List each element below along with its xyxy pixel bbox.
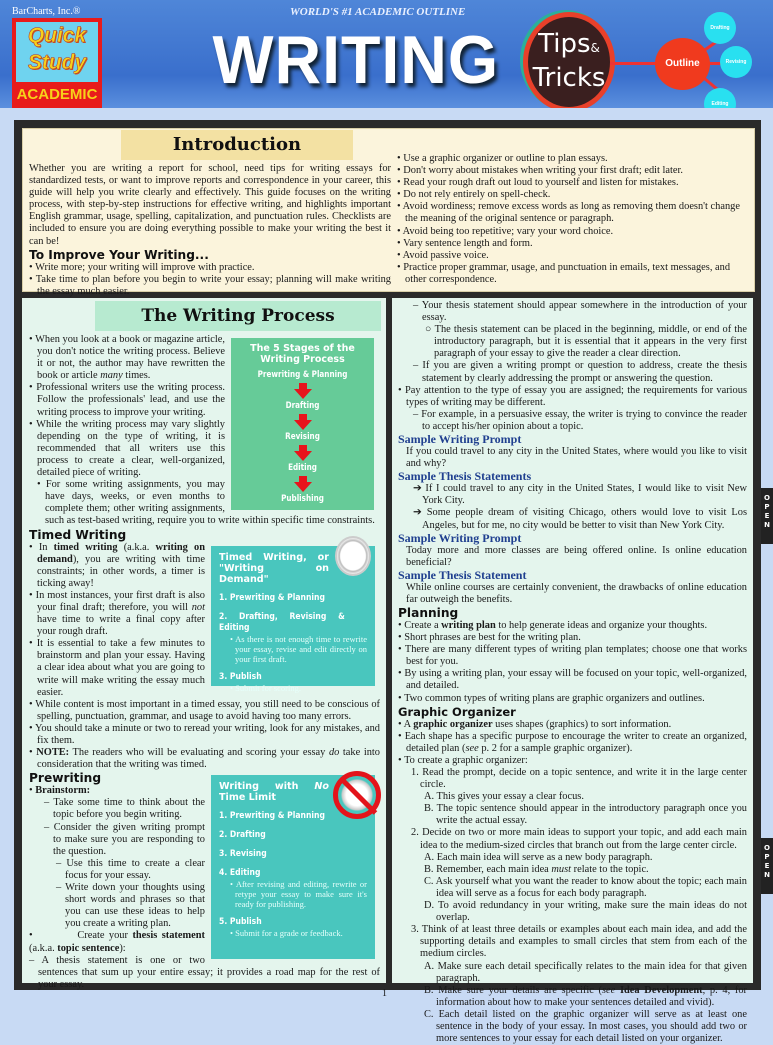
introduction-section [22,128,755,297]
list-item: – A thesis statement is one or two sentences that sum up your entire essay; it provides a road map for the rest of your essay. [29,954,380,990]
list-item: • To create a graphic organizer: [398,755,747,767]
planning-heading: Planning [398,605,459,620]
five-stages-box [231,338,374,510]
stages-title: The 5 Stages of the Writing Process [250,343,355,365]
list-item: • While the writing process may vary slightly depending on the type of writing, it is recommended that all writers use this process to create a clear, well-organized, detailed piece of writing. [29,419,380,479]
badge-tips: Tips [538,29,591,59]
box-title: Timed Writing, or "Writing on Demand" [219,551,329,585]
list-item: ➔ If I could travel to any city in the United States, I would like to visit New York City. [413,483,747,507]
box-step: 1. Prewriting & Planning [219,811,325,822]
publisher-name: BarCharts, Inc.® [12,6,81,17]
stage-label: Drafting [285,401,320,411]
sample-heading: Sample Writing Prompt [398,432,522,447]
prewriting-heading: Prewriting [29,771,102,786]
down-arrow-icon [294,420,312,430]
badge-tricks: Tricks [532,63,606,93]
list-item: – Use this time to create a clear focus for your essay. [56,857,206,881]
list-item: C. Each detail listed on the graphic organizer will serve as at least one sentence in the body of your essay. In most cases, you should add two or more sentences to your essay for each detail listed on your organizer. [424,1008,747,1045]
list-item: • NOTE: The readers who will be evaluating and scoring your essay do take into consideration that the writing was timed. [29,747,380,771]
list-item: • It is essential to take a few minutes to brainstorm and plan your essay. Having a clear idea about what you are going to write will make writing the essay much easier. [29,638,380,698]
list-item: B. The topic sentence should appear in the introductory paragraph once you write the actual essay. [424,803,747,827]
page-title: WRITING [212,22,500,98]
open-tab[interactable]: O P E N [761,488,773,544]
list-item: – Write down your thoughts using short words and phrases so that you can use these ideas to help you create a writing plan. [56,882,206,930]
list-item: • Use a graphic organizer or outline to plan essays. [397,153,749,165]
list-item: • In timed writing (a.k.a. writing on demand), you are writing with time constraints; in other words, a timer is ticking away! [29,542,380,590]
box-note: • Submit for scoring. [230,682,301,693]
outline-node: Drafting [704,12,736,44]
writing-process-heading: The Writing Process [95,301,381,331]
list-item: • Each shape has a specific purpose to encourage the writer to create an organized, detailed plan (see p. 2 for a sample graphic organizer). [398,731,747,755]
tagline: WORLD'S #1 ACADEMIC OUTLINE [290,6,466,18]
introduction-heading: Introduction [121,130,353,160]
header-banner [0,0,773,108]
list-item: 1. Read the prompt, decide on a topic sentence, and write it in the large center circle. [411,767,747,791]
list-item: • Take time to plan before you begin to write your essay; planning will make writing the essay much easier. [29,274,391,298]
list-item: • A graphic organizer uses shapes (graphics) to sort information. [398,719,747,731]
list-item: • There are many different types of writing plan templates; choose one that works best for you. [398,644,747,668]
stage-label: Revising [285,432,320,442]
list-item: C. Ask yourself what you want the reader to know about the topic; each main idea will serve as a focus for each body paragraph. [424,875,747,899]
list-item: • Do not rely entirely on spell-check. [397,189,749,201]
outline-node: Editing [704,88,736,108]
tips-tricks-badge [523,12,615,108]
box-step: 4. Editing [219,868,261,879]
list-item: – For example, in a persuasive essay, the writer is trying to convince the reader to accept his/her opinion about a topic. [413,408,747,432]
box-note: • Submit for a grade or feedback. [230,928,343,939]
list-item: • You should take a minute or two to reread your writing, look for any mistakes, and fix them. [29,723,380,747]
alarm-clock-icon [335,536,371,576]
list-item: • Pay attention to the type of essay you are assigned; the requirements for various types of writing may be different. [398,385,747,409]
no-time-limit-box [211,775,375,959]
list-item: • Professional writers use the writing process. Follow the professionals' lead, and use the writing process to improve your writing. [29,382,380,418]
badge-amp: & [590,41,600,55]
list-item: 2. Decide on two or more main ideas to support your topic, and add each main idea to the medium-sized circles that branch out from the large center circle. [411,827,747,851]
box-step: 3. Publish [219,671,262,682]
list-item: B. Remember, each main idea must relate to the topic. [424,863,649,875]
list-item: • Vary sentence length and form. [397,238,749,250]
list-item: • Read your rough draft out loud to yourself and listen for mistakes. [397,177,749,189]
sample-text: While online courses are certainly convenient, the drawbacks of online education far outweigh the benefits. [406,581,747,605]
list-item: A. This gives your essay a clear focus. [424,791,584,803]
sample-heading: Sample Thesis Statements [398,469,532,484]
graphic-organizer-heading: Graphic Organizer [398,704,516,719]
list-item: • Write more; your writing will improve with practice. [29,262,391,274]
list-item: • Avoid wordiness; remove excess words as long as removing them doesn't change the meaning of the original sentence or paragraph. [397,201,749,225]
box-title: Writing with No Time Limit [219,781,329,804]
down-arrow-icon [294,482,312,492]
stage-label: Editing [288,463,317,473]
logo-quick-study: Quick Study [16,22,98,82]
down-arrow-icon [294,451,312,461]
page-number: 1 [382,988,387,999]
quickstudy-logo [12,18,102,108]
box-note: • As there is not enough time to rewrite your essay, revise and edit directly on your first draft. [230,633,367,664]
outline-diagram-center: Outline [655,38,710,90]
logo-academic: ACADEMIC [16,86,98,103]
box-step: 5. Publish [219,917,262,928]
list-item: • For some writing assignments, you may have days, weeks, or even months to complete them; other writing assignments, such as test-based writing, require you to write within specific time constraints. [29,479,380,527]
box-step: 3. Revising [219,849,267,860]
list-item: • Brainstorm: [29,785,380,797]
intro-paragraph: Whether you are writing a report for school, need tips for writing essays for standardized tests, or want to improve reports and correspondence in your career, this guide will help you write clearly and effectively. This guide focuses on the writing process, with step-by-step instructions for effective writing, and highlights important English grammar, usage, spelling, capitalization, and punctuation rules. Checklists are included to ensure you are doing everything possible to make your writing the best it can be! [29,163,391,247]
list-item: ➔ Some people dream of visiting Chicago, others would love to visit Los Angeles, but for me, no city would be better to visit than New York City. [413,507,747,531]
list-item: • When you look at a book or magazine article, you don't notice the writing process. Believe it or not, the author may have rewritten the book or article many times. [29,334,380,382]
list-item: • Don't worry about mistakes when writing your first draft; edit later. [397,165,749,177]
list-item: • Create your thesis statement (a.k.a. topic sentence): [29,930,206,954]
list-item: D. To avoid redundancy in your writing, make sure the main ideas do not overlap. [424,900,747,924]
sample-text: If you could travel to any city in the United States, where would you like to visit and why? [406,446,747,470]
list-item: • Avoid being too repetitive; vary your word choice. [397,226,749,238]
timed-writing-heading: Timed Writing [29,527,127,542]
list-item: • While content is most important in a timed essay, you still need to be conscious of spelling, punctuation, grammar, and usage to avoid having too many errors. [29,699,380,723]
outline-node: Revising [720,46,752,78]
writing-process-right-column [392,298,753,1045]
sample-text: Today more and more classes are being offered online. Is online education beneficial? [406,544,747,568]
list-item: ○ The thesis statement can be placed in the beginning, middle, or end of the introductory paragraph, but it is essential that it appears in the very first paragraph of your essay to give the reader a clear direction. [425,324,747,360]
list-item: • In most instances, your first draft is also your final draft; therefore, you will not have time to write a final copy after your rough draft. [29,590,380,638]
list-item: • By using a writing plan, your essay will be focused on your topic, well-organized, and detailed. [398,668,747,692]
list-item: A. Make sure each detail specifically relates to the main idea for that given paragraph. [424,960,747,984]
sample-heading: Sample Writing Prompt [398,530,522,545]
improve-heading: To Improve Your Writing... [29,247,209,262]
down-arrow-icon [294,389,312,399]
stage-label: Prewriting & Planning [257,370,348,380]
box-step: 2. Drafting [219,830,266,841]
list-item: • Short phrases are best for the writing plan. [398,632,747,644]
list-item: – Consider the given writing prompt to make sure you are responding to the question. [44,821,206,857]
list-item: • Create a writing plan to help generate ideas and organize your thoughts. [398,620,747,632]
box-note: • After revising and editing, rewrite or retype your essay to make sure it's ready for publishing. [230,879,367,910]
timed-writing-box [211,546,375,693]
list-item: • Avoid passive voice. [397,250,749,262]
box-step: 2. Drafting, Revising & Editing [219,611,345,633]
stage-label: Publishing [281,494,324,504]
open-tab[interactable]: O P E N [761,838,773,894]
list-item: A. Each main idea will serve as a new body paragraph. [424,851,653,863]
writing-process-left-column [22,298,386,990]
list-item: • Practice proper grammar, usage, and punctuation in emails, text messages, and other correspondence. [397,262,749,286]
box-step: 1. Prewriting & Planning [219,592,325,603]
list-item: B. Make sure your details are specific (see Idea Development, p. 4, for information about how to make your sentences detailed and vivid). [424,984,747,1008]
list-item: – Your thesis statement should appear somewhere in the introduction of your essay. [413,300,747,324]
sample-heading: Sample Thesis Statement [398,567,527,582]
list-item: • Two common types of writing plans are graphic organizers and outlines. [398,693,747,705]
list-item: 3. Think of at least three details or examples about each main idea, and add the supporting details and examples to small circles that stem from each of the medium circles. [411,924,747,960]
list-item: – If you are given a writing prompt or question to address, create the thesis statement by clearly addressing the prompt or answering the question. [413,360,747,384]
list-item: – Take some time to think about the topic before you begin writing. [44,797,205,821]
